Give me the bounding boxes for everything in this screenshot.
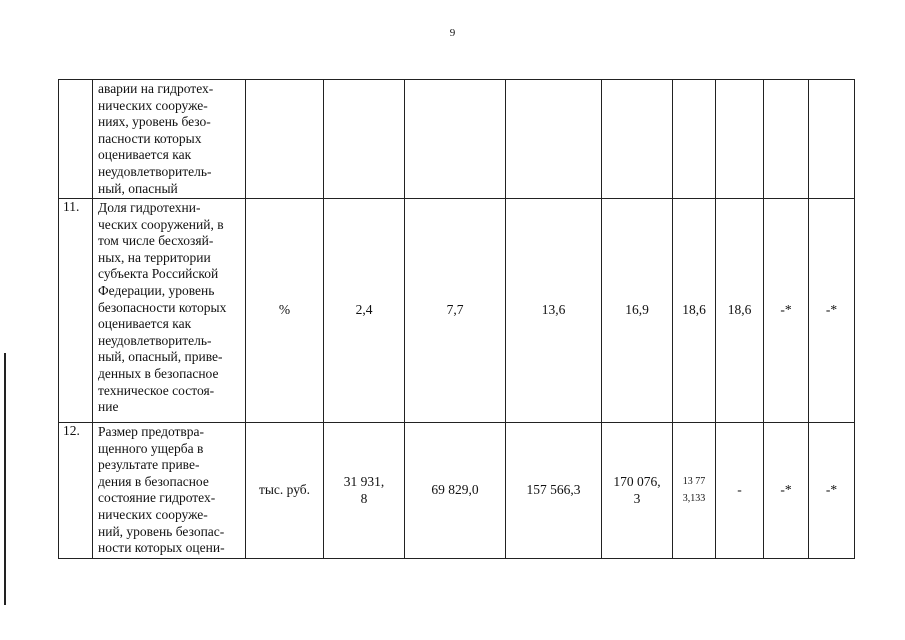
scan-edge-mark [4,353,6,605]
unit-cell: % [246,199,324,423]
table-row [59,80,855,199]
value-cell [405,80,506,199]
row-number [59,80,93,199]
value-cell: 18,6 [673,199,716,423]
value-cell: 13,6 [506,199,602,423]
value-cell: 13 77 3,133 [673,423,716,559]
value-cell [324,80,405,199]
value-cell: 69 829,0 [405,423,506,559]
value-cell [764,80,809,199]
value-cell [673,80,716,199]
row-number: 11. [59,199,93,423]
row-number: 12. [59,423,93,559]
indicator-name: Доля гидротехни- ческих сооружений, в том числе бесхозяй- ных, на территории субъекта Российской Федерации, уровень безопасности которых оценивается как неудовлетворитель- ный, опасный, приве- денных в безопасное техническое состоя- ние [93,199,246,423]
value-cell: 31 931, 8 [324,423,405,559]
indicators-table [58,79,855,559]
value-cell: -* [764,199,809,423]
value-cell [602,80,673,199]
unit-cell [246,80,324,199]
value-cell: 157 566,3 [506,423,602,559]
value-cell [809,80,855,199]
value-cell: - [716,423,764,559]
value-cell: -* [764,423,809,559]
unit-cell: тыс. руб. [246,423,324,559]
indicator-name: Размер предотвра- щенного ущерба в результате приве- дения в безопасное состояние гидротех- нических сооруже- ний, уровень безопас- ности которых оцени- [93,423,246,559]
value-cell [506,80,602,199]
value-cell: 7,7 [405,199,506,423]
table-row [59,199,855,423]
value-cell: -* [809,199,855,423]
value-cell [716,80,764,199]
indicator-name: аварии на гидротех- нических сооруже- ниях, уровень безо- пасности которых оценивается как неудовлетворитель- ный, опасный [93,80,246,199]
value-cell: -* [809,423,855,559]
value-cell: 16,9 [602,199,673,423]
value-cell: 18,6 [716,199,764,423]
value-cell: 2,4 [324,199,405,423]
value-cell: 170 076, 3 [602,423,673,559]
table-row [59,423,855,559]
page-number: 9 [449,27,456,39]
